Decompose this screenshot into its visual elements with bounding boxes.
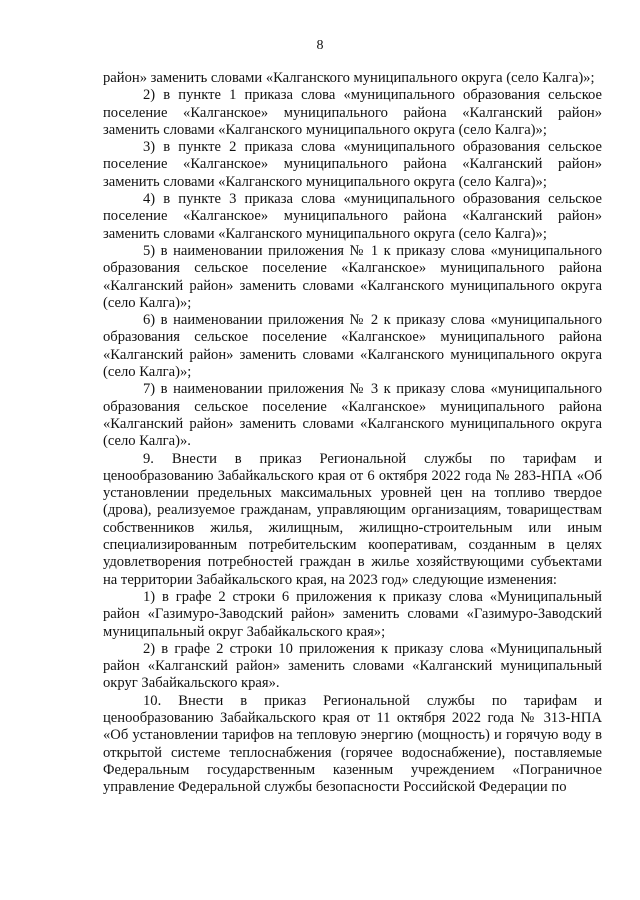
paragraph-item-6: 6) в наименовании приложения № 2 к приказу слова «муниципального образования сельское поселение «Калганское» муниципального района «Калганский район» заменить словами «Калганского муниципального округа (село Калга)»; bbox=[103, 312, 602, 381]
page-number: 8 bbox=[316, 38, 324, 53]
paragraph-section-9: 9. Внести в приказ Региональной службы по тарифам и ценообразованию Забайкальского края от 6 октября 2022 года № 283-НПА «Об установлении предельных максимальных уровней цен на топливо твердое (дрова), реализуемое гражданам, управляющим организациям, товариществам собственников жилья, жилищным, жилищно-строительным или иным специализированным потребительским кооперативам, созданным в целях удовлетворения потребностей граждан в жилье хозяйствующими субъектами на территории Забайкальского края, на 2023 год» следующие изменения: bbox=[103, 450, 602, 588]
paragraph-item-4: 4) в пункте 3 приказа слова «муниципального образования сельское поселение «Калганское» муниципального района «Калганский район» заменить словами «Калганского муниципального округа (село Калга)»; bbox=[103, 191, 602, 242]
paragraph-item-3: 3) в пункте 2 приказа слова «муниципального образования сельское поселение «Калганское» муниципального района «Калганский район» заменить словами «Калганского муниципального округа (село Калга)»; bbox=[103, 139, 602, 190]
paragraph-item-2: 2) в пункте 1 приказа слова «муниципального образования сельское поселение «Калганское» муниципального района «Калганский район» заменить словами «Калганского муниципального округа (село Калга)»; bbox=[103, 87, 602, 138]
paragraph-item-5: 5) в наименовании приложения № 1 к приказу слова «муниципального образования сельское поселение «Калганское» муниципального района «Калганский район» заменить словами «Калганского муниципального округа (село Калга)»; bbox=[103, 242, 602, 311]
document-body bbox=[103, 70, 602, 796]
paragraph-continuation: район» заменить словами «Калганского муниципального округа (село Калга)»; bbox=[103, 70, 595, 86]
paragraph-section-9-item-2: 2) в графе 2 строки 10 приложения к приказу слова «Муниципальный район «Калганский район» заменить словами «Калганский муниципальный округ Забайкальского края». bbox=[103, 640, 602, 692]
paragraph-item-7: 7) в наименовании приложения № 3 к приказу слова «муниципального образования сельское поселение «Калганское» муниципального района «Калганский район» заменить словами «Калганского муниципального округа (село Калга)». bbox=[103, 381, 602, 450]
paragraph-section-9-item-1: 1) в графе 2 строки 6 приложения к приказу слова «Муниципальный район «Газимуро-Заводский район» заменить словами «Газимуро-Заводский муниципальный округ Забайкальского края»; bbox=[103, 588, 602, 640]
paragraph-section-10: 10. Внести в приказ Региональной службы по тарифам и ценообразованию Забайкальского края от 11 октября 2022 года № 313-НПА «Об установлении тарифов на тепловую энергию (мощность) и горячую воду в открытой системе теплоснабжения (горячее водоснабжение), поставляемые Федеральным государственным казенным учреждением «Пограничное управление Федеральной службы безопасности Российской Федерации по bbox=[103, 692, 602, 796]
